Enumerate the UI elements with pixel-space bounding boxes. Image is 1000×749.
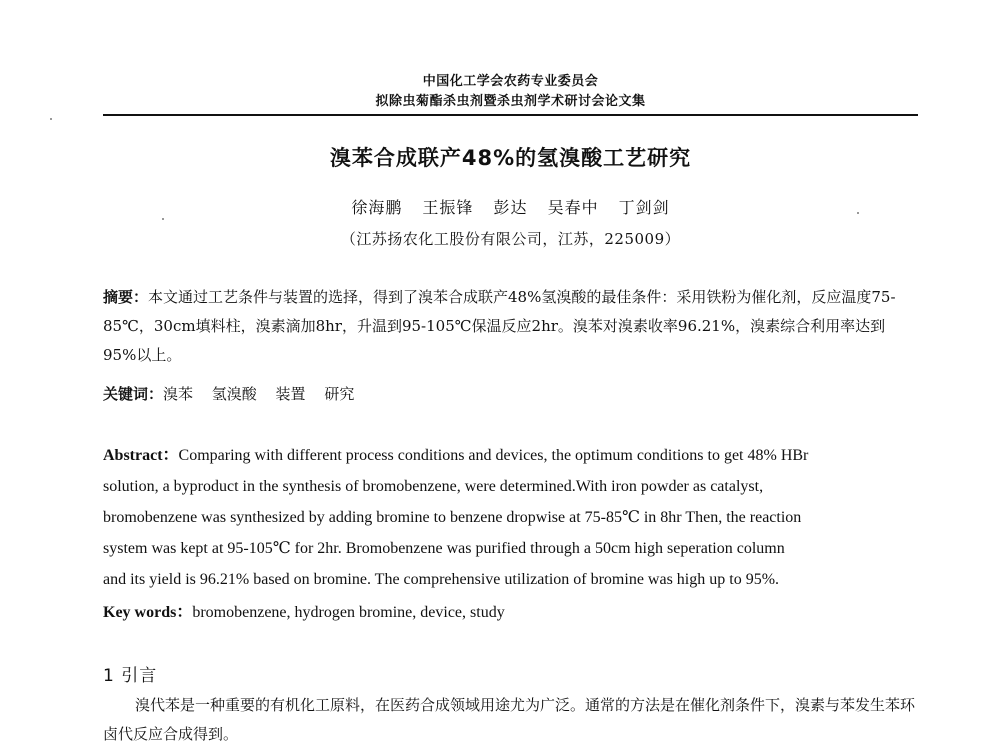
abstract-en (103, 440, 918, 595)
keywords-cn (103, 380, 918, 409)
running-header (103, 72, 918, 112)
abstract-cn (103, 283, 918, 370)
scan-speck (50, 118, 52, 120)
affiliation: （江苏扬农化工股份有限公司，江苏，225009） (340, 230, 681, 248)
introduction-paragraph: 溴代苯是一种重要的有机化工原料，在医药合成领域用途尤为广泛。通常的方法是在催化剂条件下，溴素与苯发生苯环卤代反应合成得到。 (103, 696, 916, 743)
section-heading-introduction: 1 引言 (103, 666, 158, 686)
abstract-cn-label: 摘要： (103, 288, 149, 306)
keywords-en-text: bromobenzene, hydrogen bromine, device, study (192, 604, 505, 621)
author-list: 徐海鹏 王振锋 彭达 吴春中 丁剑剑 (351, 198, 670, 217)
keywords-cn-label: 关键词： (103, 385, 164, 403)
abstract-en-line-4: system was kept at 95-105℃ for 2hr. Bromobenzene was purified through a 50cm high seperation column (103, 540, 785, 557)
keywords-cn-text: 溴苯 氢溴酸 装置 研究 (163, 385, 355, 403)
running-header-line2: 拟除虫菊酯杀虫剂暨杀虫剂学术研讨会论文集 (375, 94, 646, 109)
abstract-cn-text: 本文通过工艺条件与装置的选择，得到了溴苯合成联产48%氢溴酸的最佳条件：采用铁粉为催化剂，反应温度75-85℃，30cm填料柱，溴素滴加8hr，升温到95-105℃保温反应2hr。溴苯对溴素收率96.21%，溴素综合利用率达到95%以上。 (103, 288, 896, 364)
scan-speck (162, 218, 164, 220)
abstract-en-line (103, 440, 918, 471)
keywords-en (103, 597, 918, 628)
abstract-en-line-1: Comparing with different process conditions and devices, the optimum conditions to get 48% HBr (178, 447, 809, 464)
abstract-en-line-2: solution, a byproduct in the synthesis of bromobenzene, were determined.With iron powder as catalyst, (103, 478, 764, 495)
abstract-en-line-5: and its yield is 96.21% based on bromine. The comprehensive utilization of bromine was high up to 95%. (103, 571, 780, 588)
keywords-en-label: Key words： (103, 604, 193, 621)
paper-title: 溴苯合成联产48%的氢溴酸工艺研究 (329, 146, 692, 170)
running-header-line1: 中国化工学会农药专业委员会 (422, 74, 599, 89)
scan-speck (857, 212, 859, 214)
abstract-en-label: Abstract： (103, 447, 179, 464)
abstract-en-line-3: bromobenzene was synthesized by adding bromine to benzene dropwise at 75-85℃ in 8hr Then, the reaction (103, 509, 802, 526)
header-rule (103, 114, 918, 116)
